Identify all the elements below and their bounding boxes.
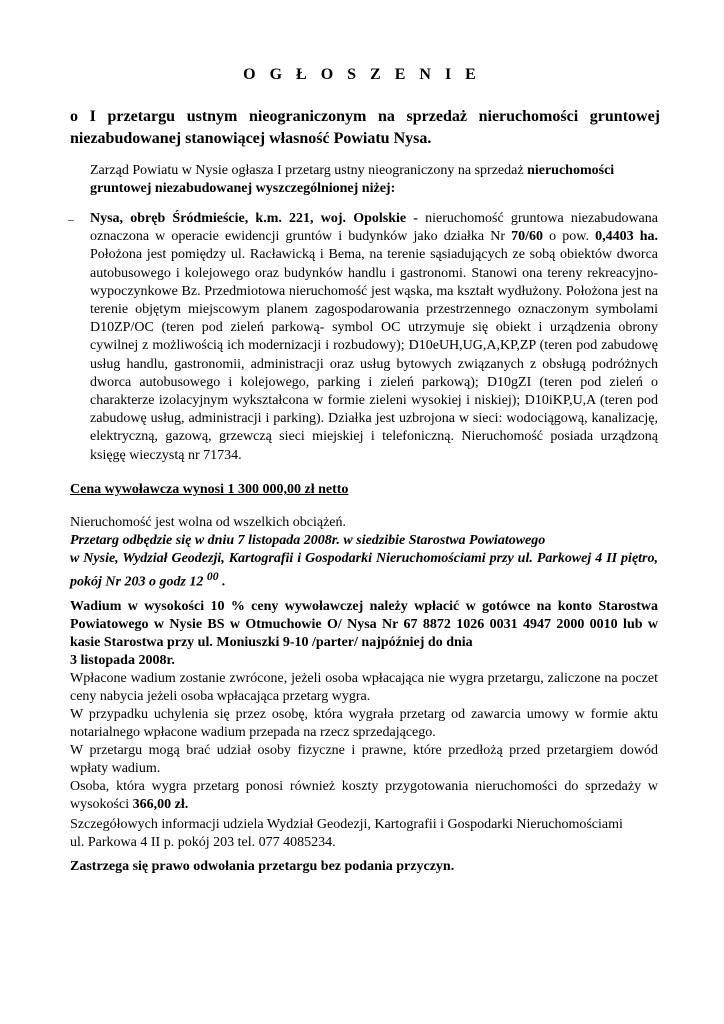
costs-amount: 366,00 zł. [132, 797, 189, 812]
costs-text: Osoba, która wygra przetarg ponosi również koszty przygotowania nieruchomości do sprzedaży w wysokości [70, 779, 658, 812]
contact-line-2: ul. Parkowa 4 II p. pokój 203 tel. 077 4085234. [70, 835, 336, 850]
plot-area: 0,4403 ha. [595, 229, 658, 245]
property-description [68, 210, 658, 465]
list-bullet: – [68, 212, 74, 226]
property-text-2: o pow. [543, 229, 596, 245]
deposit-block [70, 598, 658, 814]
auction-location [70, 550, 658, 592]
auction-location-text: w Nysie, Wydział Geodezji, Kartografii i Gospodarki Nieruchomościami przy ul. Parkowej 4 II piętro, pokój Nr 203 o godz 12 [70, 551, 658, 590]
auction-time-minutes: 00 [206, 570, 219, 583]
deposit-text: Wadium w wysokości 10 % ceny wywoławczej należy wpłacić w gotówce na konto Starostwa Powiatowego w Nysie BS w Otmuchowie O/ Nysa Nr 67 8872 1026 0031 4947 2000 0010 lub w kasie Starostwa przy ul. Moniuszki 9-10 /parter/ najpóźniej do dnia [70, 599, 658, 650]
property-details: Położona jest pomiędzy ul. Racławicką i Bema, na terenie sąsiadujących ze sobą obiektów dworca autobusowego i kolejowego oraz budynków handlu i gastronomi. Stanowi ona tereny rekreacyjno- wypoczynkowe Bz. Przedmiotowa nieruchomość jest wąska, ma kształt wydłużony. Położona jest na terenie objętym miejscowym planem zagospodarowania przestrzennego oznaczonym symbolami D10ZP/OC (teren pod zieleń parkową- symbol OC utrzymuje się obiekt i urządzenia obrony cywilnej z możliwością ich modernizacji i rozbudowy); D10eUH,UG,A,KP,ZP (teren pod zabudowę usług handlu, gastronomii, administracji oraz usług bytowych związanych z obsługą podróżnych dworca autobusowego i kolejowego, parking i zieleń parkową); D10gZI (teren pod zieleń o charakterze izolacyjnym wykształcona w formie zieleni wysokiej i niskiej); D10iKP,U,A (teren pod zabudowę usług, administracji i parking). Działka jest uzbrojona w sieci: wodociągową, kanalizację, elektryczną, gazową, grzewczą sieci miejskiej i telefoniczną. Nieruchomość posiada urządzoną księgę wieczystą nr 71734. [90, 247, 658, 463]
auction-date-line: Przetarg odbędzie się w dniu 7 listopada 2008r. w siedzibie Starostwa Powiatowego [70, 533, 546, 548]
page-title: O G Ł O S Z E N I E [243, 66, 481, 83]
property-heading: Nysa, obręb Śródmieście, k.m. 221, woj. Opolskie - [90, 211, 426, 226]
announcement-subtitle: o I przetargu ustnym nieograniczonym na sprzedaż nieruchomości gruntowej niezabudowanej stanowiącej własność Powiatu Nysa. [70, 108, 660, 147]
contact-line-1: Szczegółowych informacji udziela Wydział Geodezji, Kartografii i Gospodarki Nieruchomościami [70, 817, 623, 832]
encumbrance-note: Nieruchomość jest wolna od wszelkich obciążeń. [70, 515, 347, 530]
costs-note [70, 778, 658, 814]
participants-note: W przetargu mogą brać udział osoby fizyczne i prawne, które przedłożą przed przetargiem dowód wpłaty wadium. [70, 743, 658, 776]
intro-paragraph [90, 162, 658, 198]
auction-block [70, 514, 658, 592]
plot-number: 70/60 [511, 229, 544, 245]
deposit-forfeit-note: W przypadku uchylenia się przez osobę, która wygrała przetarg od zawarcia umowy w formie aktu notarialnego wpłacone wadium przepada na rzecz sprzedającego. [70, 707, 658, 740]
starting-price: Cena wywoławcza wynosi 1 300 000,00 zł netto [70, 482, 349, 497]
intro-lead: Zarząd Powiatu w Nysie ogłasza I przetarg ustny nieograniczony na sprzedaż [90, 163, 528, 178]
reservation-note [70, 858, 658, 876]
contact-info [70, 816, 658, 852]
deposit-deadline: 3 listopada 2008r. [70, 653, 175, 668]
deposit-instructions [70, 598, 658, 652]
auction-location-end: . [218, 574, 226, 590]
reservation-text: Zastrzega się prawo odwołania przetargu bez podania przyczyn. [70, 859, 455, 874]
property-text-1: nieruchomość gruntowa niezabudowana oznaczona w operacie ewidencji gruntów i budynków jako działka Nr [90, 211, 658, 245]
deposit-return-note: Wpłacone wadium zostanie zwrócone, jeżeli osoba wpłacająca nie wygra przetargu, zaliczone na poczet ceny nabycia jeżeli osoba wpłacająca przetarg wygra. [70, 671, 658, 704]
intro-bold: nieruchomości gruntowej niezabudowanej wyszczególnionej niżej: [90, 163, 615, 196]
